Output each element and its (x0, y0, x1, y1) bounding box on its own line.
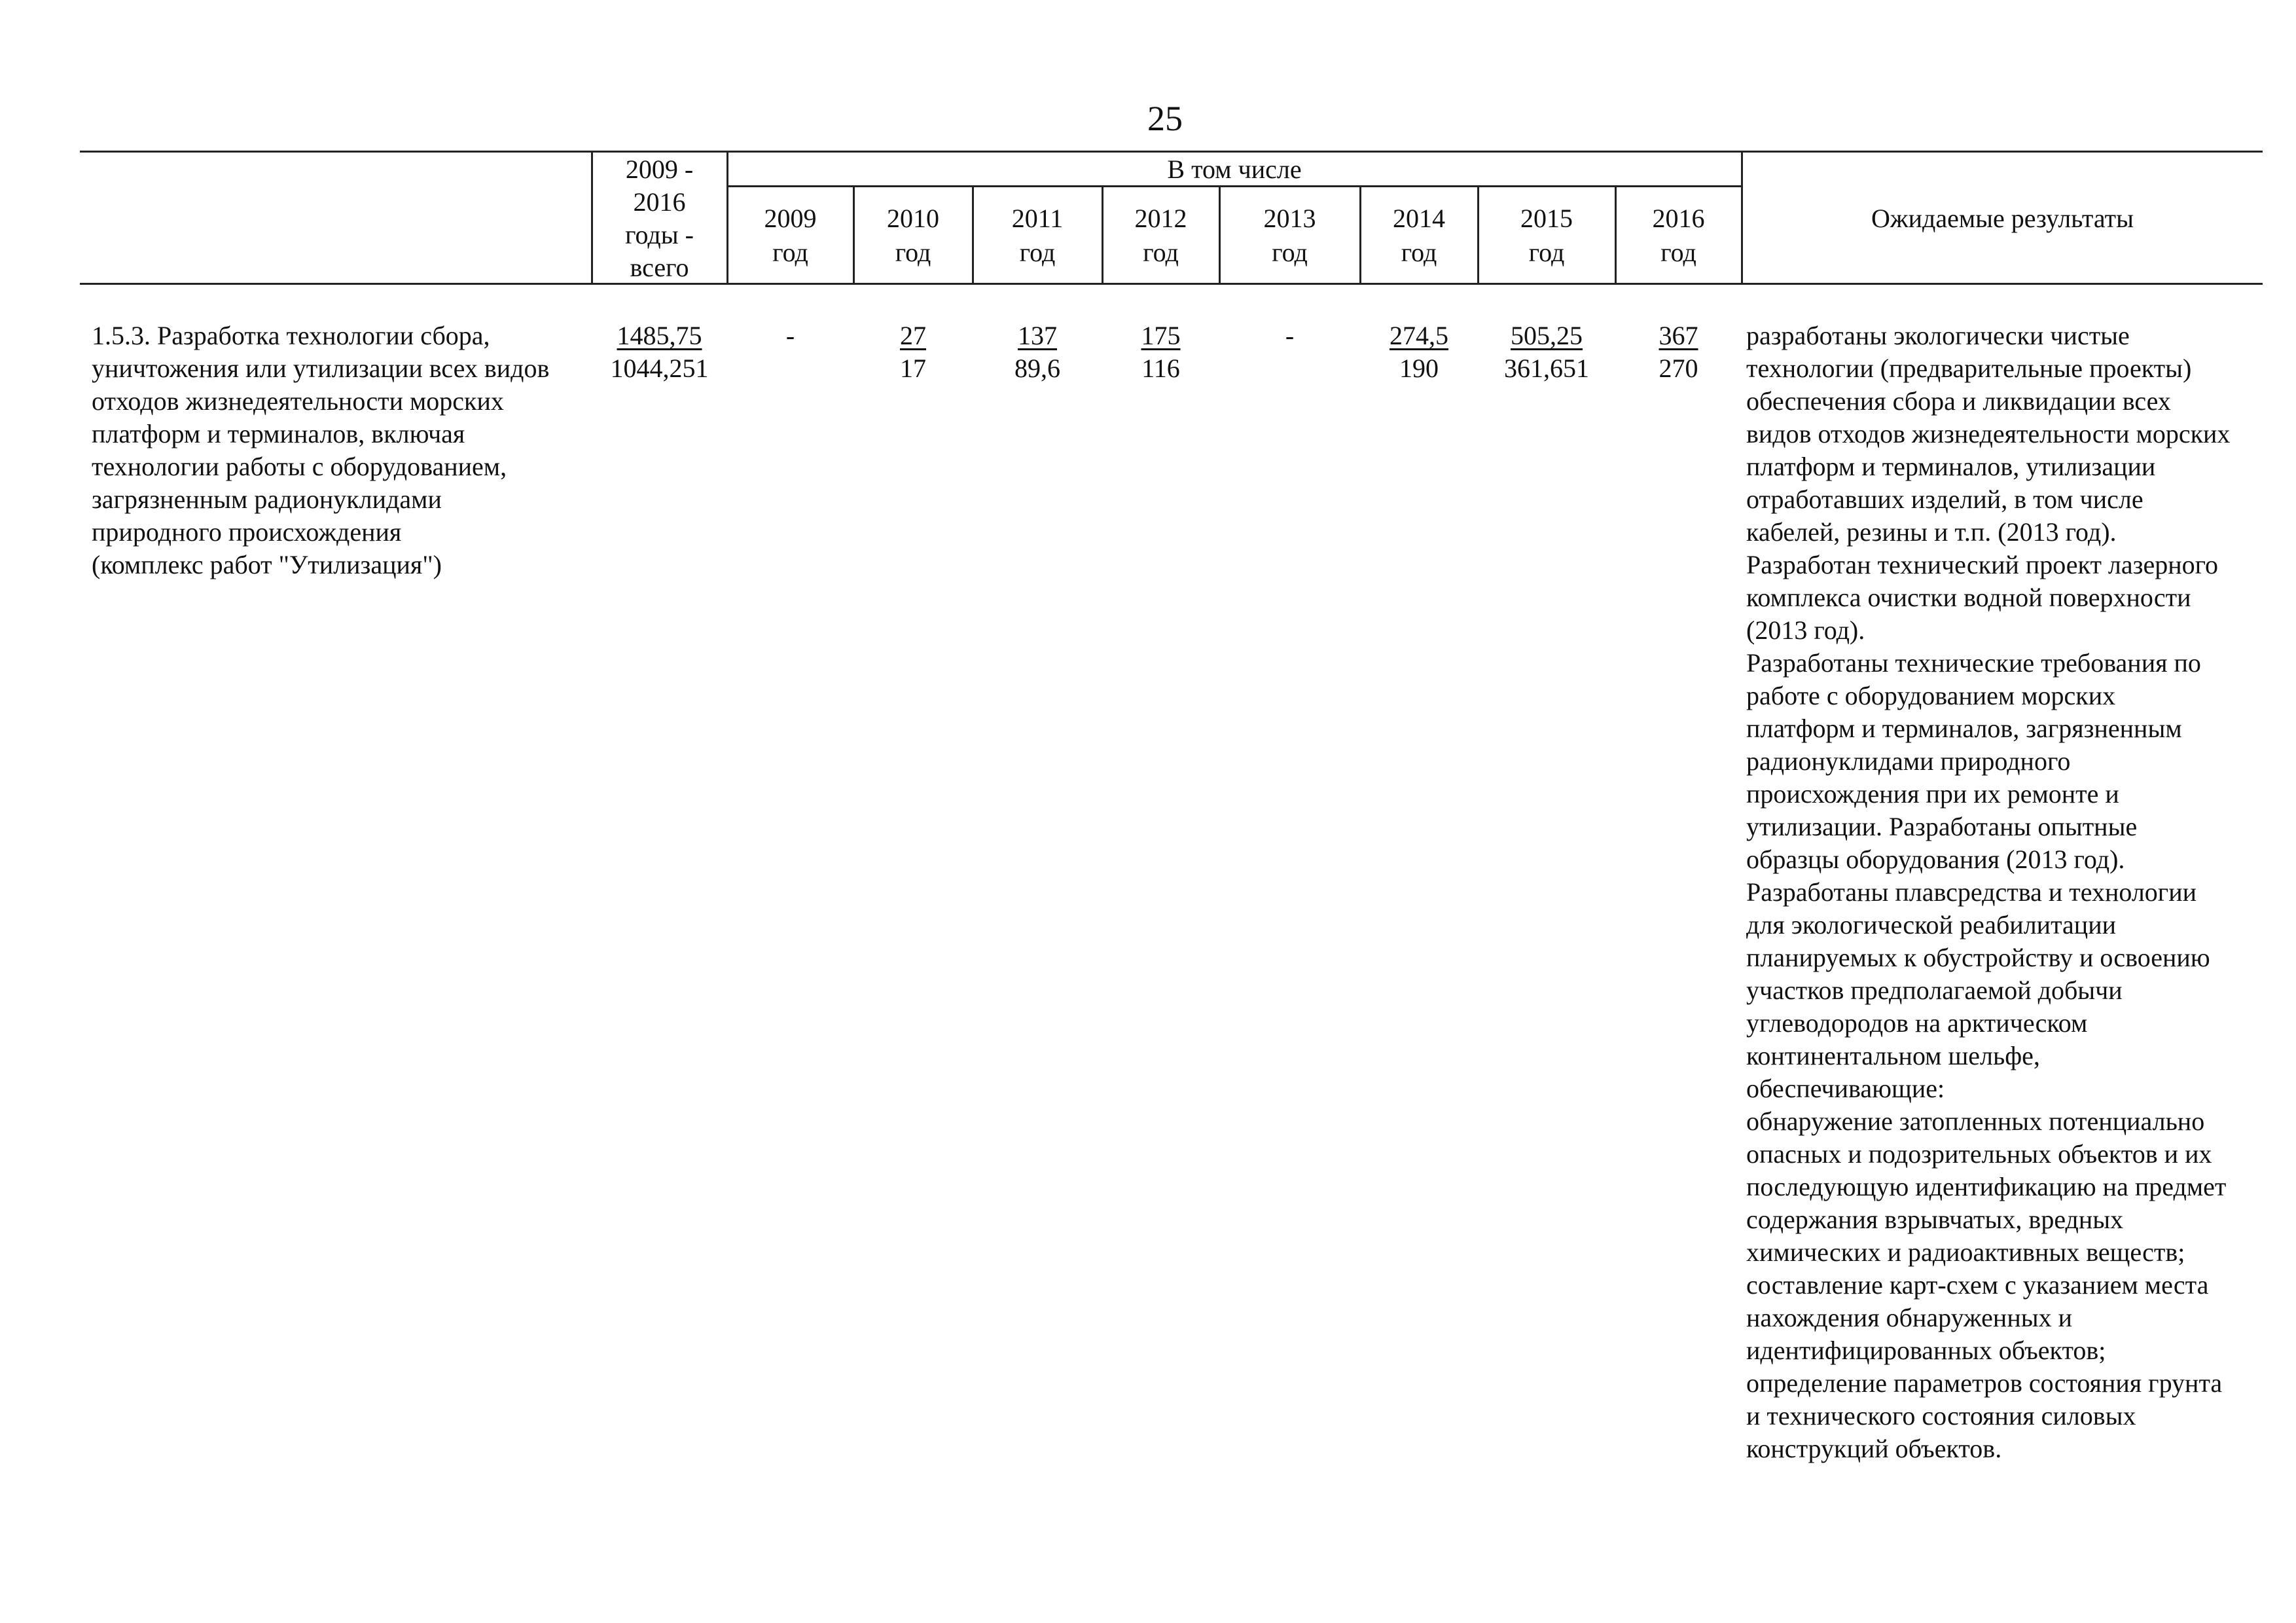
results-line: химических и радиоактивных веществ; (1746, 1237, 2185, 1267)
value-2014-top: 274,5 (1390, 321, 1448, 350)
row-title-line: загрязненным радионуклидами (92, 484, 442, 514)
header-year-2009: 2009 год (764, 204, 817, 267)
results-line: участков предполагаемой добычи (1746, 976, 2123, 1005)
value-2012-bottom: 116 (1141, 354, 1180, 383)
results-line: происхождения при их ремонте и (1746, 779, 2119, 809)
header-total-line: 2016 (633, 187, 686, 217)
row-title-line: отходов жизнедеятельности морских (92, 386, 504, 416)
header-year-2013: 2013 год (1263, 204, 1316, 267)
row-title-line: уничтожения или утилизации всех видов (92, 354, 550, 383)
value-2010 (854, 319, 972, 385)
results-line: разработаны экологически чистые (1746, 321, 2130, 350)
value-2010-bottom: 17 (900, 354, 926, 383)
row-title-line: технологии работы с оборудованием, (92, 452, 507, 481)
header-total-line: всего (630, 253, 689, 282)
results-line: углеводородов на арктическом (1746, 1008, 2088, 1038)
results-line: платформ и терминалов, утилизации (1746, 452, 2156, 481)
value-2014 (1361, 319, 1477, 385)
value-2016-bottom: 270 (1659, 354, 1698, 383)
value-2015-top: 505,25 (1511, 321, 1583, 350)
header-year-2012: 2012 год (1134, 204, 1187, 267)
value-2011-top: 137 (1018, 321, 1057, 350)
results-line: платформ и терминалов, загрязненным (1746, 714, 2182, 743)
value-2013-top: - (1285, 321, 1295, 350)
results-line: обнаружение затопленных потенциально (1746, 1106, 2205, 1136)
results-line: идентифицированных объектов; (1746, 1336, 2106, 1365)
results-line: континентальном шельфе, (1746, 1041, 2040, 1070)
results-line: конструкций объектов. (1746, 1434, 2002, 1463)
results-line: отработавших изделий, в том числе (1746, 484, 2144, 514)
results-line: составление карт-схем с указанием места (1746, 1270, 2209, 1300)
value-2015-bottom: 361,651 (1504, 354, 1589, 383)
value-2014-bottom: 190 (1399, 354, 1439, 383)
results-line: нахождения обнаруженных и (1746, 1303, 2073, 1332)
header-total-line: 2009 - (625, 155, 694, 184)
header-total-line: годы - (625, 220, 694, 249)
results-line: утилизации. Разработаны опытные (1746, 812, 2138, 841)
row-title-line: природного происхождения (92, 517, 402, 547)
value-2013 (1220, 319, 1359, 352)
value-total-top: 1485,75 (617, 321, 702, 350)
value-2011-bottom: 89,6 (1014, 354, 1060, 383)
results-line: обеспечения сбора и ликвидации всех (1746, 386, 2171, 416)
value-2010-top: 27 (900, 321, 926, 350)
value-2012 (1103, 319, 1219, 385)
results-line: комплекса очистки водной поверхности (1746, 583, 2191, 612)
header-year-2016: 2016 год (1652, 204, 1705, 267)
row-title-line: платформ и терминалов, включая (92, 419, 465, 448)
header-bottom-rule (80, 283, 2263, 285)
results-line: радионуклидами природного (1746, 746, 2071, 776)
results-line: технологии (предварительные проекты) (1746, 354, 2192, 383)
results-line: планируемых к обустройству и освоению (1746, 943, 2210, 972)
value-total-bottom: 1044,251 (610, 354, 709, 383)
header-total-column (592, 153, 726, 284)
header-year-2015: 2015 год (1520, 204, 1573, 267)
header-year-2014: 2014 год (1393, 204, 1445, 267)
expected-results (1746, 319, 2270, 1465)
row-title-line: 1.5.3. Разработка технологии сбора, (92, 321, 490, 350)
row-title (92, 319, 589, 581)
results-line: опасных и подозрительных объектов и их (1746, 1139, 2212, 1169)
results-line: кабелей, резины и т.п. (2013 год). (1746, 517, 2117, 547)
results-line: Разработаны плавсредства и технологии (1746, 877, 2197, 907)
page-number: 25 (1147, 99, 1183, 138)
header-year-2010: 2010 год (887, 204, 939, 267)
results-line: образцы оборудования (2013 год). (1746, 845, 2125, 874)
results-line: Разработаны технические требования по (1746, 648, 2201, 678)
results-line: работе с оборудованием морских (1746, 681, 2116, 710)
results-line: содержания взрывчатых, вредных (1746, 1205, 2124, 1234)
row-title-line: (комплекс работ "Утилизация") (92, 550, 442, 579)
results-line: и технического состояния силовых (1746, 1401, 2136, 1431)
results-line: последующую идентификацию на предмет (1746, 1172, 2227, 1201)
value-2009-top: - (785, 321, 795, 350)
value-2015 (1479, 319, 1615, 385)
results-line: обеспечивающие: (1746, 1074, 1945, 1103)
value-total (592, 319, 726, 385)
value-2011 (973, 319, 1102, 385)
value-2016 (1616, 319, 1741, 385)
value-2016-top: 367 (1659, 321, 1698, 350)
results-line: определение параметров состояния грунта (1746, 1368, 2223, 1398)
header-year-2011: 2011 год (1011, 204, 1064, 267)
results-line: (2013 год). (1746, 615, 1865, 645)
header-group-label: В том числе (1167, 155, 1302, 184)
value-2009 (728, 319, 853, 352)
header-results-label: Ожидаемые результаты (1871, 204, 2134, 233)
results-line: видов отходов жизнедеятельности морских (1746, 419, 2231, 448)
results-line: Разработан технический проект лазерного (1746, 550, 2219, 579)
results-line: для экологической реабилитации (1746, 910, 2117, 939)
value-2012-top: 175 (1141, 321, 1181, 350)
